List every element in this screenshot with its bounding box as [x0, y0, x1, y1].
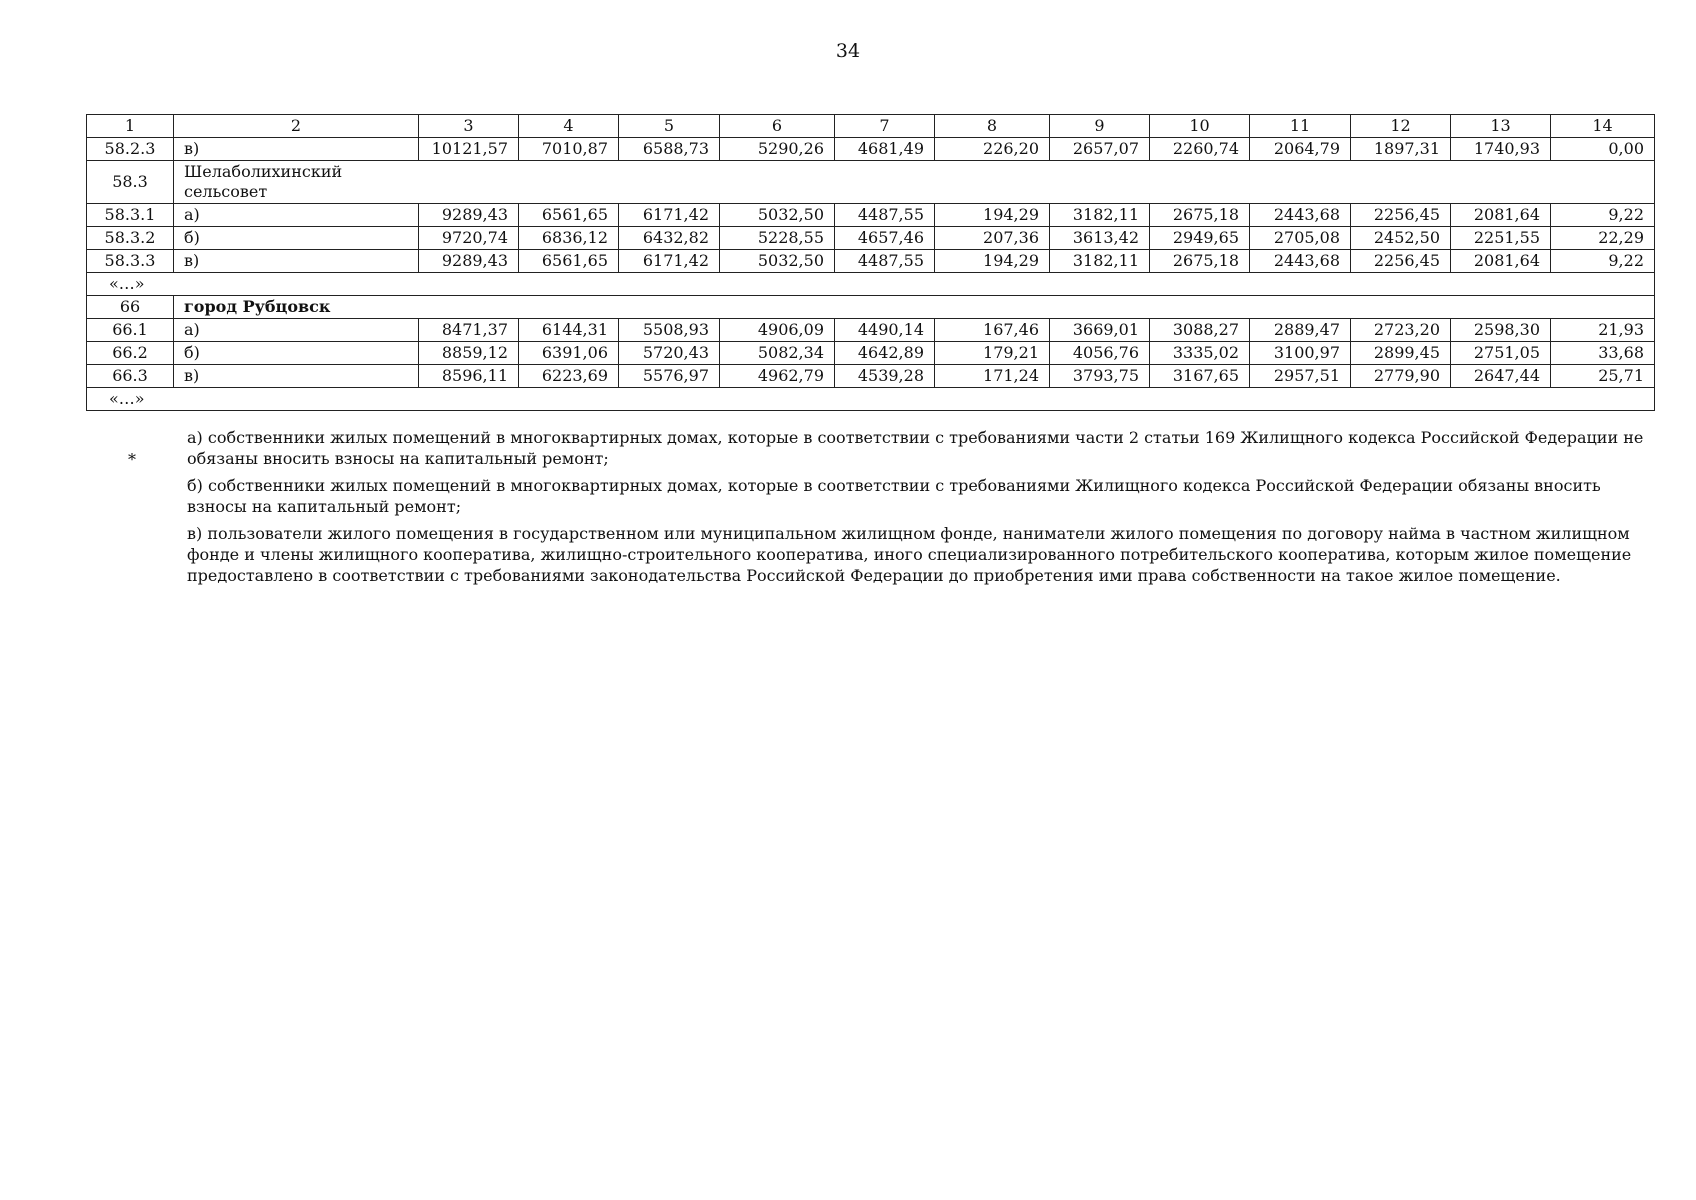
- row-value: 2657,07: [1050, 138, 1150, 161]
- row-value: 194,29: [935, 250, 1050, 273]
- row-value: 226,20: [935, 138, 1050, 161]
- ellipsis-text: «…»: [87, 273, 1655, 296]
- group-code: 66: [87, 296, 174, 319]
- row-value: 6588,73: [619, 138, 720, 161]
- table-row: [87, 204, 1655, 227]
- row-value: 194,29: [935, 204, 1050, 227]
- row-value: 6144,31: [519, 319, 619, 342]
- row-code: 66.2: [87, 342, 174, 365]
- row-value: 4539,28: [835, 365, 935, 388]
- row-value: 6171,42: [619, 250, 720, 273]
- row-value: 8596,11: [419, 365, 519, 388]
- row-value: 2064,79: [1250, 138, 1351, 161]
- row-value: 207,36: [935, 227, 1050, 250]
- row-label: а): [174, 204, 419, 227]
- group-row: [87, 296, 1655, 319]
- row-value: 179,21: [935, 342, 1050, 365]
- row-value: 3182,11: [1050, 250, 1150, 273]
- row-value: 5032,50: [720, 204, 835, 227]
- row-value: 3613,42: [1050, 227, 1150, 250]
- row-value: 5576,97: [619, 365, 720, 388]
- table-row: [87, 250, 1655, 273]
- row-value: 1740,93: [1451, 138, 1551, 161]
- row-value: 3793,75: [1050, 365, 1150, 388]
- row-value: 4642,89: [835, 342, 935, 365]
- row-label: в): [174, 250, 419, 273]
- row-code: 66.1: [87, 319, 174, 342]
- row-value: 2452,50: [1351, 227, 1451, 250]
- row-code: 58.2.3: [87, 138, 174, 161]
- row-value: 2251,55: [1451, 227, 1551, 250]
- row-value: 2949,65: [1150, 227, 1250, 250]
- column-number: 1: [87, 115, 174, 138]
- footnote-marker: *: [128, 450, 136, 469]
- row-value: 4906,09: [720, 319, 835, 342]
- row-value: 9289,43: [419, 204, 519, 227]
- column-number: 14: [1551, 115, 1655, 138]
- column-number: 4: [519, 115, 619, 138]
- column-number: 12: [1351, 115, 1451, 138]
- row-value: 2260,74: [1150, 138, 1250, 161]
- column-number: 10: [1150, 115, 1250, 138]
- column-number: 11: [1250, 115, 1351, 138]
- footnote-item-c: в) пользователи жилого помещения в государственном или муниципальном жилищном фонде, наниматели жилого помещения по договору найма в частном жилищном фонде и члены жилищного кооператива, жилищно-строительного кооператива, иного специализированного потребительского кооператива, которым жилое помещение предоставлено в соответствии с требованиями законодательства Российской Федерации до приобретения ими права собственности на такое жилое помещение.: [187, 524, 1632, 585]
- row-value: 2256,45: [1351, 250, 1451, 273]
- row-value: 2675,18: [1150, 250, 1250, 273]
- column-number: 7: [835, 115, 935, 138]
- tariff-table: [86, 114, 1655, 411]
- row-label: б): [174, 342, 419, 365]
- row-value: 4657,46: [835, 227, 935, 250]
- row-value: 2723,20: [1351, 319, 1451, 342]
- row-label: в): [174, 138, 419, 161]
- row-value: 2647,44: [1451, 365, 1551, 388]
- row-value: 6432,82: [619, 227, 720, 250]
- row-value: 171,24: [935, 365, 1050, 388]
- row-value: 8471,37: [419, 319, 519, 342]
- row-value: 9,22: [1551, 250, 1655, 273]
- row-label: а): [174, 319, 419, 342]
- row-value: 4962,79: [720, 365, 835, 388]
- row-value: 6561,65: [519, 250, 619, 273]
- row-value: 2779,90: [1351, 365, 1451, 388]
- row-value: 2443,68: [1250, 250, 1351, 273]
- row-value: 5290,26: [720, 138, 835, 161]
- column-number: 6: [720, 115, 835, 138]
- row-value: 2889,47: [1250, 319, 1351, 342]
- column-number: 5: [619, 115, 720, 138]
- group-code: 58.3: [87, 161, 174, 204]
- row-value: 167,46: [935, 319, 1050, 342]
- row-code: 66.3: [87, 365, 174, 388]
- row-value: 2598,30: [1451, 319, 1551, 342]
- row-value: 2256,45: [1351, 204, 1451, 227]
- column-number: 3: [419, 115, 519, 138]
- row-value: 2081,64: [1451, 204, 1551, 227]
- row-label: в): [174, 365, 419, 388]
- row-value: 4490,14: [835, 319, 935, 342]
- footnote-list: [187, 427, 1654, 586]
- row-value: 4487,55: [835, 204, 935, 227]
- row-value: 5508,93: [619, 319, 720, 342]
- footnote-item-b: б) собственники жилых помещений в многоквартирных домах, которые в соответствии с требованиями Жилищного кодекса Российской Федерации обязаны вносить взносы на капитальный ремонт;: [187, 476, 1601, 516]
- group-label: [174, 161, 1655, 204]
- column-number: 9: [1050, 115, 1150, 138]
- row-value: 7010,87: [519, 138, 619, 161]
- row-value: 5082,34: [720, 342, 835, 365]
- row-value: 4056,76: [1050, 342, 1150, 365]
- row-value: 2443,68: [1250, 204, 1351, 227]
- row-code: 58.3.2: [87, 227, 174, 250]
- row-value: 2899,45: [1351, 342, 1451, 365]
- page-number: 34: [835, 40, 861, 62]
- row-value: 6171,42: [619, 204, 720, 227]
- table-row: [87, 365, 1655, 388]
- group-row: [87, 161, 1655, 204]
- group-label-text: Шелаболихинский сельсовет: [184, 162, 343, 201]
- row-value: 3088,27: [1150, 319, 1250, 342]
- row-value: 3167,65: [1150, 365, 1250, 388]
- ellipsis-row: [87, 273, 1655, 296]
- row-value: 22,29: [1551, 227, 1655, 250]
- row-value: 3100,97: [1250, 342, 1351, 365]
- column-number: 8: [935, 115, 1050, 138]
- row-value: 6561,65: [519, 204, 619, 227]
- table-header-row: [87, 115, 1655, 138]
- ellipsis-row: [87, 388, 1655, 411]
- row-value: 0,00: [1551, 138, 1655, 161]
- row-value: 1897,31: [1351, 138, 1451, 161]
- ellipsis-text: «…»: [87, 388, 1655, 411]
- row-value: 3335,02: [1150, 342, 1250, 365]
- footnotes: [86, 427, 1654, 592]
- row-value: 3669,01: [1050, 319, 1150, 342]
- row-value: 5720,43: [619, 342, 720, 365]
- column-number: 13: [1451, 115, 1551, 138]
- row-value: 6836,12: [519, 227, 619, 250]
- row-value: 4487,55: [835, 250, 935, 273]
- row-value: 6223,69: [519, 365, 619, 388]
- table-row: [87, 319, 1655, 342]
- row-value: 33,68: [1551, 342, 1655, 365]
- table-row: [87, 342, 1655, 365]
- row-code: 58.3.3: [87, 250, 174, 273]
- row-value: 2751,05: [1451, 342, 1551, 365]
- row-value: 2081,64: [1451, 250, 1551, 273]
- row-value: 2705,08: [1250, 227, 1351, 250]
- row-label: б): [174, 227, 419, 250]
- row-value: 21,93: [1551, 319, 1655, 342]
- row-value: 8859,12: [419, 342, 519, 365]
- row-value: 5228,55: [720, 227, 835, 250]
- row-code: 58.3.1: [87, 204, 174, 227]
- row-value: 2675,18: [1150, 204, 1250, 227]
- row-value: 9,22: [1551, 204, 1655, 227]
- row-value: 25,71: [1551, 365, 1655, 388]
- row-value: 9289,43: [419, 250, 519, 273]
- footnote-item-a: а) собственники жилых помещений в многоквартирных домах, которые в соответствии с требованиями части 2 статьи 169 Жилищного кодекса Российской Федерации не обязаны вносить взносы на капитальный ремонт;: [187, 428, 1644, 468]
- row-value: 2957,51: [1250, 365, 1351, 388]
- column-number: 2: [174, 115, 419, 138]
- row-value: 6391,06: [519, 342, 619, 365]
- group-label: город Рубцовск: [174, 296, 1655, 319]
- row-value: 5032,50: [720, 250, 835, 273]
- table-row: [87, 138, 1655, 161]
- row-value: 9720,74: [419, 227, 519, 250]
- row-value: 10121,57: [419, 138, 519, 161]
- row-value: 3182,11: [1050, 204, 1150, 227]
- row-value: 4681,49: [835, 138, 935, 161]
- table-row: [87, 227, 1655, 250]
